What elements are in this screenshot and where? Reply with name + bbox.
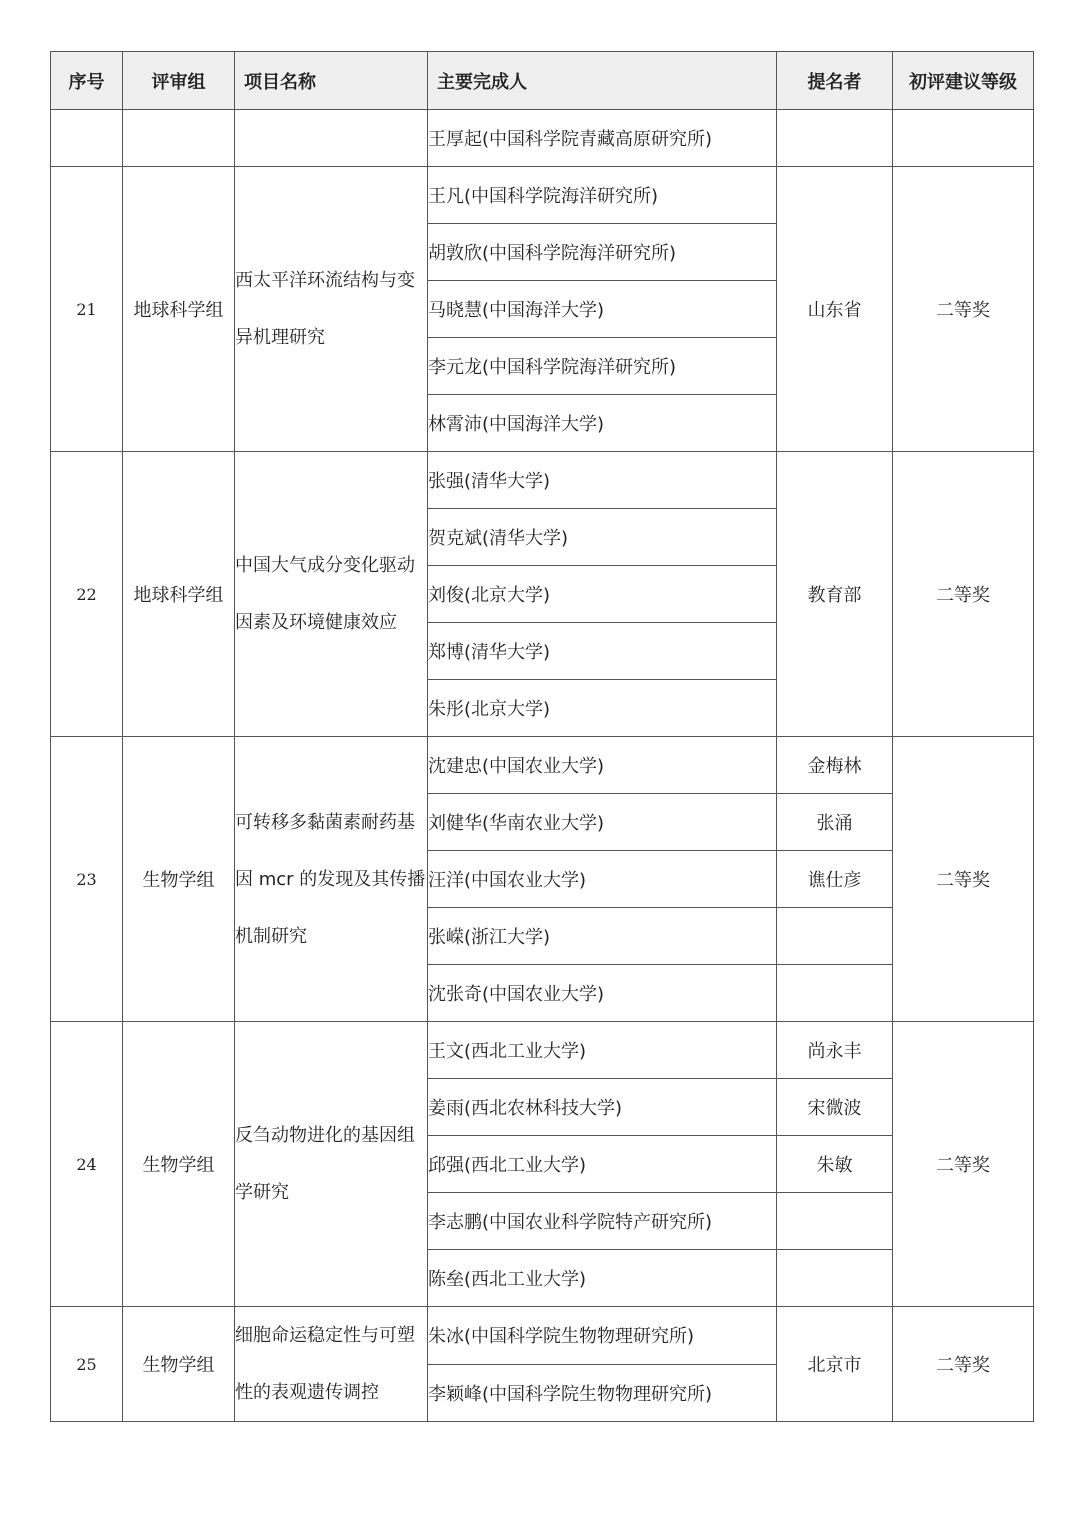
person-cell: 朱彤(北京大学) bbox=[428, 680, 777, 737]
project-cell: 反刍动物进化的基因组学研究 bbox=[235, 1022, 428, 1307]
person-cell: 林霄沛(中国海洋大学) bbox=[428, 395, 777, 452]
header-nominator: 提名者 bbox=[777, 52, 893, 110]
seq-cell: 24 bbox=[51, 1022, 123, 1307]
person-cell: 郑博(清华大学) bbox=[428, 623, 777, 680]
table-row bbox=[51, 737, 1034, 794]
person-cell: 李志鹏(中国农业科学院特产研究所) bbox=[428, 1193, 777, 1250]
level-cell: 二等奖 bbox=[893, 1307, 1034, 1422]
person-cell: 王凡(中国科学院海洋研究所) bbox=[428, 167, 777, 224]
person-cell: 姜雨(西北农林科技大学) bbox=[428, 1079, 777, 1136]
nominator-cell: 北京市 bbox=[777, 1307, 893, 1422]
nominator-cell: 教育部 bbox=[777, 452, 893, 737]
group-cell: 生物学组 bbox=[123, 737, 235, 1022]
person-cell: 沈张奇(中国农业大学) bbox=[428, 965, 777, 1022]
nominator-cell bbox=[777, 1250, 893, 1307]
header-persons: 主要完成人 bbox=[428, 52, 777, 110]
nominator-cell: 山东省 bbox=[777, 167, 893, 452]
seq-cell: 22 bbox=[51, 452, 123, 737]
group-cell: 生物学组 bbox=[123, 1307, 235, 1422]
person-cell: 邱强(西北工业大学) bbox=[428, 1136, 777, 1193]
seq-cell: 21 bbox=[51, 167, 123, 452]
level-cell: 二等奖 bbox=[893, 167, 1034, 452]
header-project: 项目名称 bbox=[235, 52, 428, 110]
person-cell: 沈建忠(中国农业大学) bbox=[428, 737, 777, 794]
table-row bbox=[51, 452, 1034, 509]
person-cell: 刘健华(华南农业大学) bbox=[428, 794, 777, 851]
person-cell: 张强(清华大学) bbox=[428, 452, 777, 509]
person-cell: 朱冰(中国科学院生物物理研究所) bbox=[428, 1307, 777, 1365]
level-cell: 二等奖 bbox=[893, 1022, 1034, 1307]
group-cell: 地球科学组 bbox=[123, 452, 235, 737]
header-group: 评审组 bbox=[123, 52, 235, 110]
level-cell: 二等奖 bbox=[893, 737, 1034, 1022]
project-cell: 西太平洋环流结构与变异机理研究 bbox=[235, 167, 428, 452]
person-cell: 王文(西北工业大学) bbox=[428, 1022, 777, 1079]
nominator-cell bbox=[777, 908, 893, 965]
person-cell: 张嵘(浙江大学) bbox=[428, 908, 777, 965]
nominator-cell: 金梅林 bbox=[777, 737, 893, 794]
continuation-row bbox=[51, 110, 1034, 167]
seq-cell: 25 bbox=[51, 1307, 123, 1422]
person-cell: 汪洋(中国农业大学) bbox=[428, 851, 777, 908]
person-cell: 刘俊(北京大学) bbox=[428, 566, 777, 623]
person-cell: 马晓慧(中国海洋大学) bbox=[428, 281, 777, 338]
empty-cell bbox=[777, 110, 893, 167]
header-seq: 序号 bbox=[51, 52, 123, 110]
person-cell: 李颖峰(中国科学院生物物理研究所) bbox=[428, 1364, 777, 1422]
level-cell: 二等奖 bbox=[893, 452, 1034, 737]
person-cell: 王厚起(中国科学院青藏高原研究所) bbox=[428, 110, 777, 167]
nominator-cell bbox=[777, 965, 893, 1022]
table-row bbox=[51, 167, 1034, 224]
project-cell: 细胞命运稳定性与可塑性的表观遗传调控 bbox=[235, 1307, 428, 1422]
empty-cell bbox=[123, 110, 235, 167]
person-cell: 李元龙(中国科学院海洋研究所) bbox=[428, 338, 777, 395]
nominator-cell bbox=[777, 1193, 893, 1250]
nominator-cell: 宋微波 bbox=[777, 1079, 893, 1136]
empty-cell bbox=[235, 110, 428, 167]
nominator-cell: 尚永丰 bbox=[777, 1022, 893, 1079]
header-row bbox=[51, 52, 1034, 110]
seq-cell: 23 bbox=[51, 737, 123, 1022]
person-cell: 贺克斌(清华大学) bbox=[428, 509, 777, 566]
nominator-cell: 朱敏 bbox=[777, 1136, 893, 1193]
award-table bbox=[50, 51, 1034, 1422]
table-row bbox=[51, 1022, 1034, 1079]
person-cell: 陈垒(西北工业大学) bbox=[428, 1250, 777, 1307]
table-row bbox=[51, 1307, 1034, 1365]
group-cell: 地球科学组 bbox=[123, 167, 235, 452]
nominator-cell: 谯仕彦 bbox=[777, 851, 893, 908]
empty-cell bbox=[51, 110, 123, 167]
header-level: 初评建议等级 bbox=[893, 52, 1034, 110]
nominator-cell: 张涌 bbox=[777, 794, 893, 851]
person-cell: 胡敦欣(中国科学院海洋研究所) bbox=[428, 224, 777, 281]
project-cell: 中国大气成分变化驱动因素及环境健康效应 bbox=[235, 452, 428, 737]
empty-cell bbox=[893, 110, 1034, 167]
group-cell: 生物学组 bbox=[123, 1022, 235, 1307]
project-cell: 可转移多黏菌素耐药基因 mcr 的发现及其传播机制研究 bbox=[235, 737, 428, 1022]
